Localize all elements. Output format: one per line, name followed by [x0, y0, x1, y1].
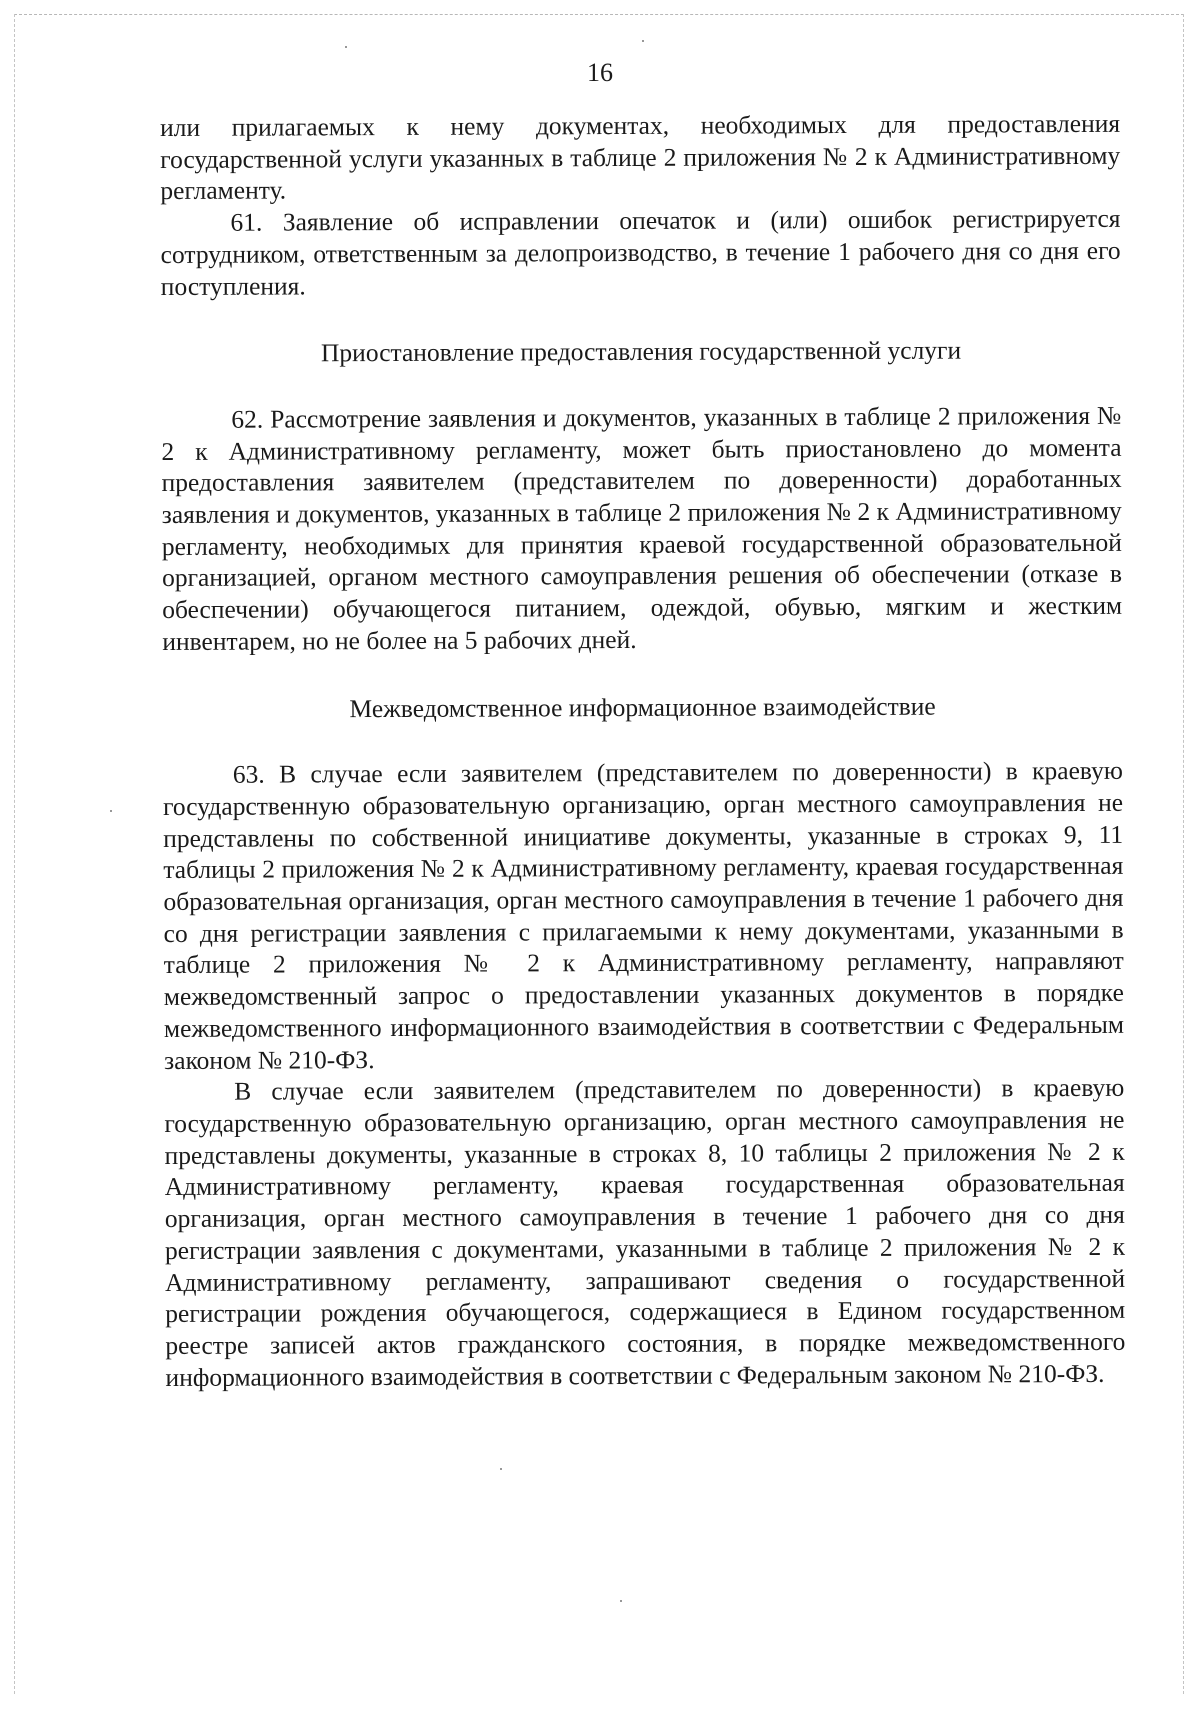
paragraph-continuation: или прилагаемых к нему документах, необходимых для предоставления государственной услуги указанных в таблице 2 приложения № 2 к Административному регламенту. [160, 108, 1121, 206]
paragraph-61: 61. Заявление об исправлении опечаток и (или) ошибок регистрируется сотрудником, ответственным за делопроизводство, в течение 1 рабочего дня со дня его поступления. [160, 203, 1121, 301]
paragraph-63: 63. В случае если заявителем (представителем по доверенности) в краевую государственную образовательную организацию, орган местного самоуправления не представлены по собственной инициативе документы, указанные в строках 9, 11 таблицы 2 приложения № 2 к Административному регламенту, краевая государственная образовательная организация, орган местного самоуправления в течение 1 рабочего дня со дня регистрации заявления с прилагаемыми к нему документами, указанными в таблице 2 приложения № 2 к Административному регламенту, направляют межведомственный запрос о предоставлении указанных документов в порядке межведомственного информационного взаимодействия в соответствии с Федеральным законом № 210-ФЗ. [162, 756, 1125, 1075]
section-heading-suspension: Приостановление предоставления государственной услуги [320, 335, 962, 368]
scan-speck [500, 1468, 502, 1470]
scan-speck [620, 1600, 622, 1602]
document-body [160, 108, 1126, 1393]
page-number: 16 [587, 58, 613, 87]
scan-speck [110, 810, 112, 812]
section-heading-interagency: Межведомственное информационное взаимодействие [349, 691, 936, 723]
scan-speck [642, 40, 644, 42]
paragraph-62: 62. Рассмотрение заявления и документов, указанных в таблице 2 приложения № 2 к Административному регламенту, может быть приостановлено до момента предоставления заявителем (представителем по доверенности) доработанных заявления и документов, указанных в таблице 2 приложения № 2 к Административному регламенту, необходимых для принятия краевой государственной образовательной организацией, органом местного самоуправления решения об обеспечении (отказе в обеспечении) обучающегося питанием, одеждой, обувью, мягким и жестким инвентарем, но не более на 5 рабочих дней. [161, 400, 1123, 656]
scan-speck [345, 46, 347, 48]
paragraph-63-continued: В случае если заявителем (представителем по доверенности) в краевую государственную образовательную организацию, орган местного самоуправления не представлены документы, указанные в строках 8, 10 таблицы 2 приложения № 2 к Административному регламенту, краевая государственная образовательная организация, орган местного самоуправления в течение 1 рабочего дня со дня регистрации заявления с документами, указанными в таблице 2 приложения № 2 к Административному регламенту, запрашивают сведения о государственной регистрации рождения обучающегося, содержащиеся в Едином государственном реестре записей актов гражданского состояния, в порядке межведомственного информационного взаимодействия в соответствии с Федеральным законом № 210-ФЗ. [164, 1073, 1126, 1392]
